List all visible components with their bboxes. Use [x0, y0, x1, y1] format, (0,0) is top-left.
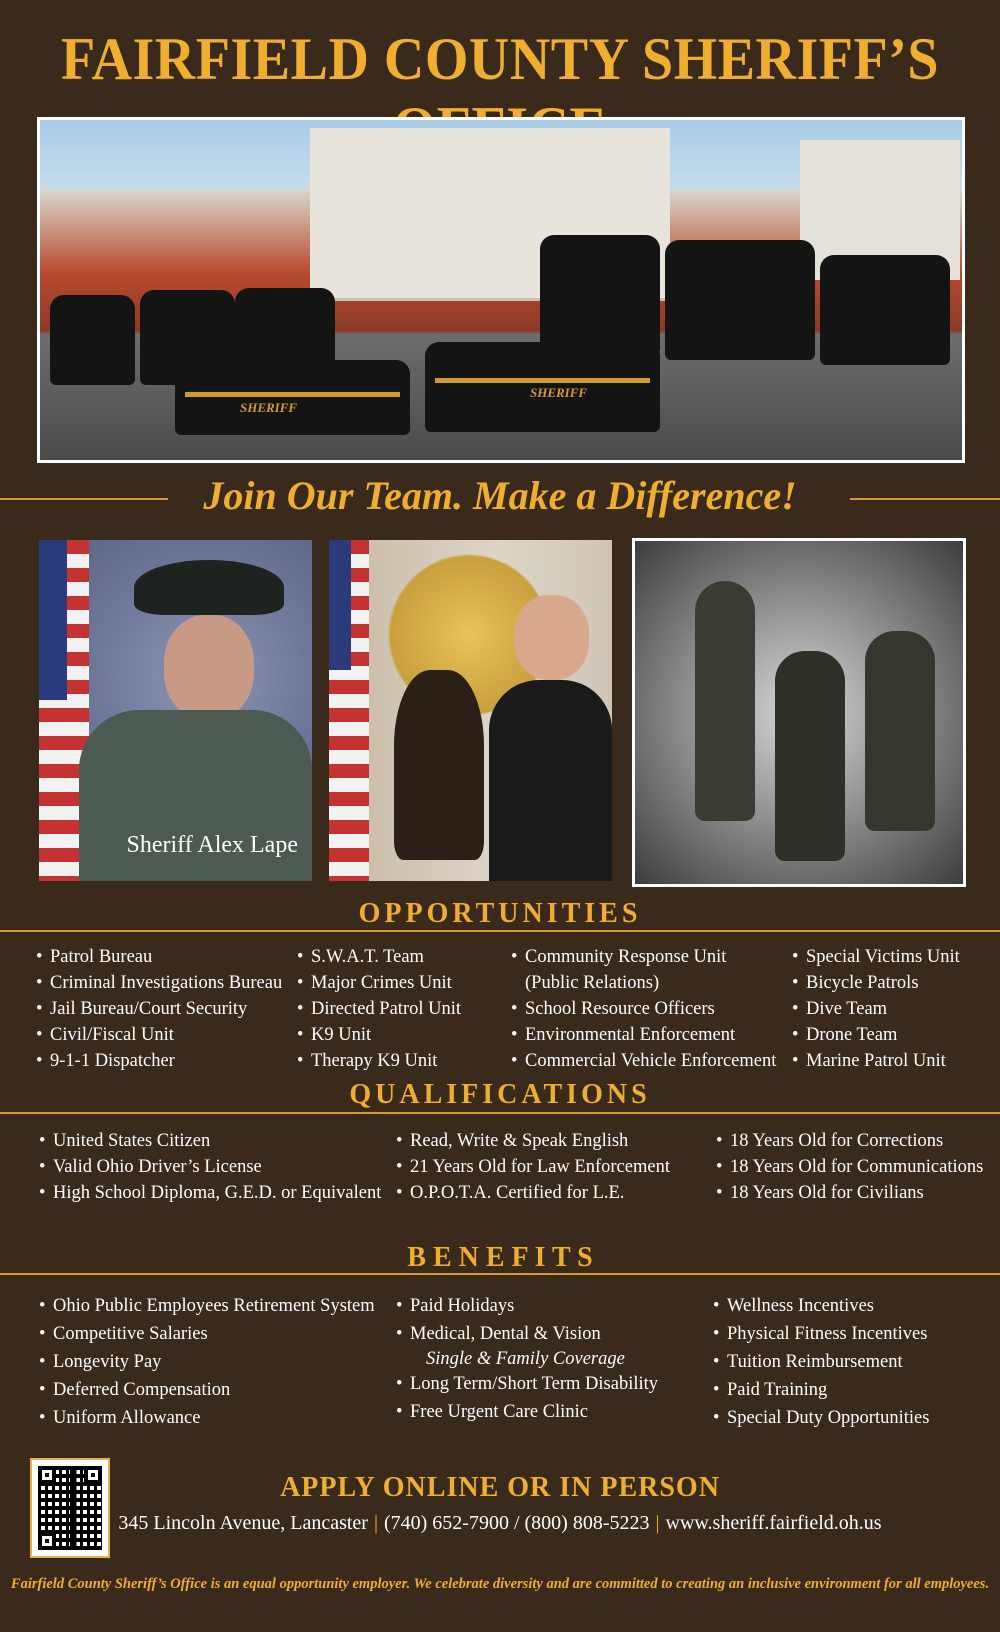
list-item: • Free Urgent Care Clinic: [396, 1402, 588, 1422]
swat-truck: [665, 240, 815, 360]
address: 345 Lincoln Avenue, Lancaster: [118, 1512, 368, 1534]
swat-truck: [540, 235, 660, 355]
list-item: • Environmental Enforcement: [511, 1025, 736, 1045]
list-item: • Ohio Public Employees Retirement System: [39, 1296, 375, 1316]
sheriff-caption: Sheriff Alex Lape: [126, 832, 298, 858]
list-item: • Deferred Compensation: [39, 1380, 231, 1400]
sheriff-portrait-photo: [39, 540, 312, 881]
list-item: • Directed Patrol Unit: [297, 999, 462, 1019]
qualifications-column-2: [396, 1128, 670, 1206]
list-item: • Valid Ohio Driver’s License: [39, 1157, 262, 1177]
list-item: • Therapy K9 Unit: [297, 1051, 438, 1071]
eeo-statement: Fairfield County Sheriff’s Office is an equal opportunity employer. We celebrate diversity and are committed to creating an inclusive environment for all employees.: [10, 1576, 990, 1592]
list-item: • School Resource Officers: [511, 999, 715, 1019]
face: [164, 615, 254, 720]
vehicle-label: SHERIFF: [530, 385, 588, 400]
k9-team-photo: [329, 540, 612, 881]
opportunities-title: OPPORTUNITIES: [358, 898, 642, 929]
list-item: • Jail Bureau/Court Security: [36, 999, 248, 1019]
qualifications-column-3: [716, 1128, 983, 1206]
list-item: • Community Response Unit: [511, 947, 727, 967]
list-item: • Read, Write & Speak English: [396, 1131, 629, 1151]
qualifications-title: QUALIFICATIONS: [349, 1079, 651, 1110]
list-item: • Longevity Pay: [39, 1352, 162, 1372]
benefits-column-3: [713, 1292, 929, 1432]
page-title: FAIRFIELD COUNTY SHERIFF’S: [61, 25, 939, 93]
list-item: • Patrol Bureau: [36, 947, 153, 967]
list-item: • United States Citizen: [39, 1131, 211, 1151]
benefits-column-1: [39, 1292, 375, 1432]
swat-officer: [695, 581, 755, 821]
list-item: • 9-1-1 Dispatcher: [36, 1051, 175, 1071]
coverage-note: Single & Family Coverage: [426, 1349, 625, 1369]
opportunities-column-2: [297, 944, 461, 1074]
list-item: • Paid Training: [713, 1380, 828, 1400]
list-item: • Bicycle Patrols: [792, 973, 919, 993]
list-item: • Commercial Vehicle Enforcement: [511, 1051, 777, 1071]
list-item: • Wellness Incentives: [713, 1296, 874, 1316]
list-item: • 18 Years Old for Civilians: [716, 1183, 924, 1203]
list-item: • Physical Fitness Incentives: [713, 1324, 928, 1344]
command-truck: [820, 255, 950, 365]
contact-line: 345 Lincoln Avenue, Lancaster | (740) 652-7900 / (800) 808-5223 | www.sheriff.fairfield.oh.us: [118, 1512, 882, 1534]
list-item: • Dive Team: [792, 999, 888, 1019]
list-item: • 18 Years Old for Communications: [716, 1157, 984, 1177]
list-item: • Marine Patrol Unit: [792, 1051, 946, 1071]
sheriff-office-building-photo: [37, 117, 965, 463]
list-item: • Long Term/Short Term Disability: [396, 1374, 658, 1394]
apply-title: APPLY ONLINE OR IN PERSON: [280, 1472, 720, 1503]
deputy-face: [514, 595, 589, 680]
patrol-car: [175, 360, 410, 435]
utv-vehicle: [50, 295, 135, 385]
list-item: • Competitive Salaries: [39, 1324, 208, 1344]
list-item: (Public Relations): [525, 973, 660, 993]
tagline: Join Our Team. Make a Difference!: [203, 473, 797, 518]
opportunities-column-4: [792, 944, 960, 1074]
list-item: • Special Victims Unit: [792, 947, 960, 967]
swat-team-photo: [632, 538, 966, 887]
opportunities-column-3: [511, 944, 776, 1074]
list-item: • K9 Unit: [297, 1025, 372, 1045]
list-item: • 18 Years Old for Corrections: [716, 1131, 944, 1151]
swat-officer: [775, 651, 845, 861]
list-item: • Major Crimes Unit: [297, 973, 452, 993]
k9-dog: [394, 670, 484, 860]
swat-officer: [865, 631, 935, 831]
divider: [0, 930, 1000, 932]
list-item: • High School Diploma, G.E.D. or Equivalent: [39, 1183, 382, 1203]
list-item: • 21 Years Old for Law Enforcement: [396, 1157, 670, 1177]
list-item: • Civil/Fiscal Unit: [36, 1025, 174, 1045]
opportunities-column-1: [36, 944, 282, 1074]
list-item: • Special Duty Opportunities: [713, 1408, 930, 1428]
divider: [0, 1112, 1000, 1114]
list-item: • Tuition Reimbursement: [713, 1352, 903, 1372]
website-link[interactable]: www.sheriff.fairfield.oh.us: [665, 1512, 882, 1534]
list-item: • Criminal Investigations Bureau: [36, 973, 283, 993]
benefits-column-2: [396, 1292, 658, 1426]
divider: [0, 1273, 1000, 1275]
campaign-hat: [134, 560, 284, 615]
list-item: • Paid Holidays: [396, 1296, 515, 1316]
phone-numbers: (740) 652-7900 / (800) 808-5223: [383, 1512, 650, 1534]
list-item: • Uniform Allowance: [39, 1408, 201, 1428]
list-item: • Medical, Dental & Vision Single & Family Coverage: [396, 1320, 658, 1370]
deputy-uniform: [489, 680, 612, 881]
list-item: • O.P.O.T.A. Certified for L.E.: [396, 1183, 625, 1203]
vehicle-label: SHERIFF: [240, 400, 298, 415]
list-item: • S.W.A.T. Team: [297, 947, 424, 967]
qualifications-column-1: [39, 1128, 381, 1206]
benefits-title: B E N E F I T S: [407, 1242, 593, 1273]
list-item: • Drone Team: [792, 1025, 898, 1045]
